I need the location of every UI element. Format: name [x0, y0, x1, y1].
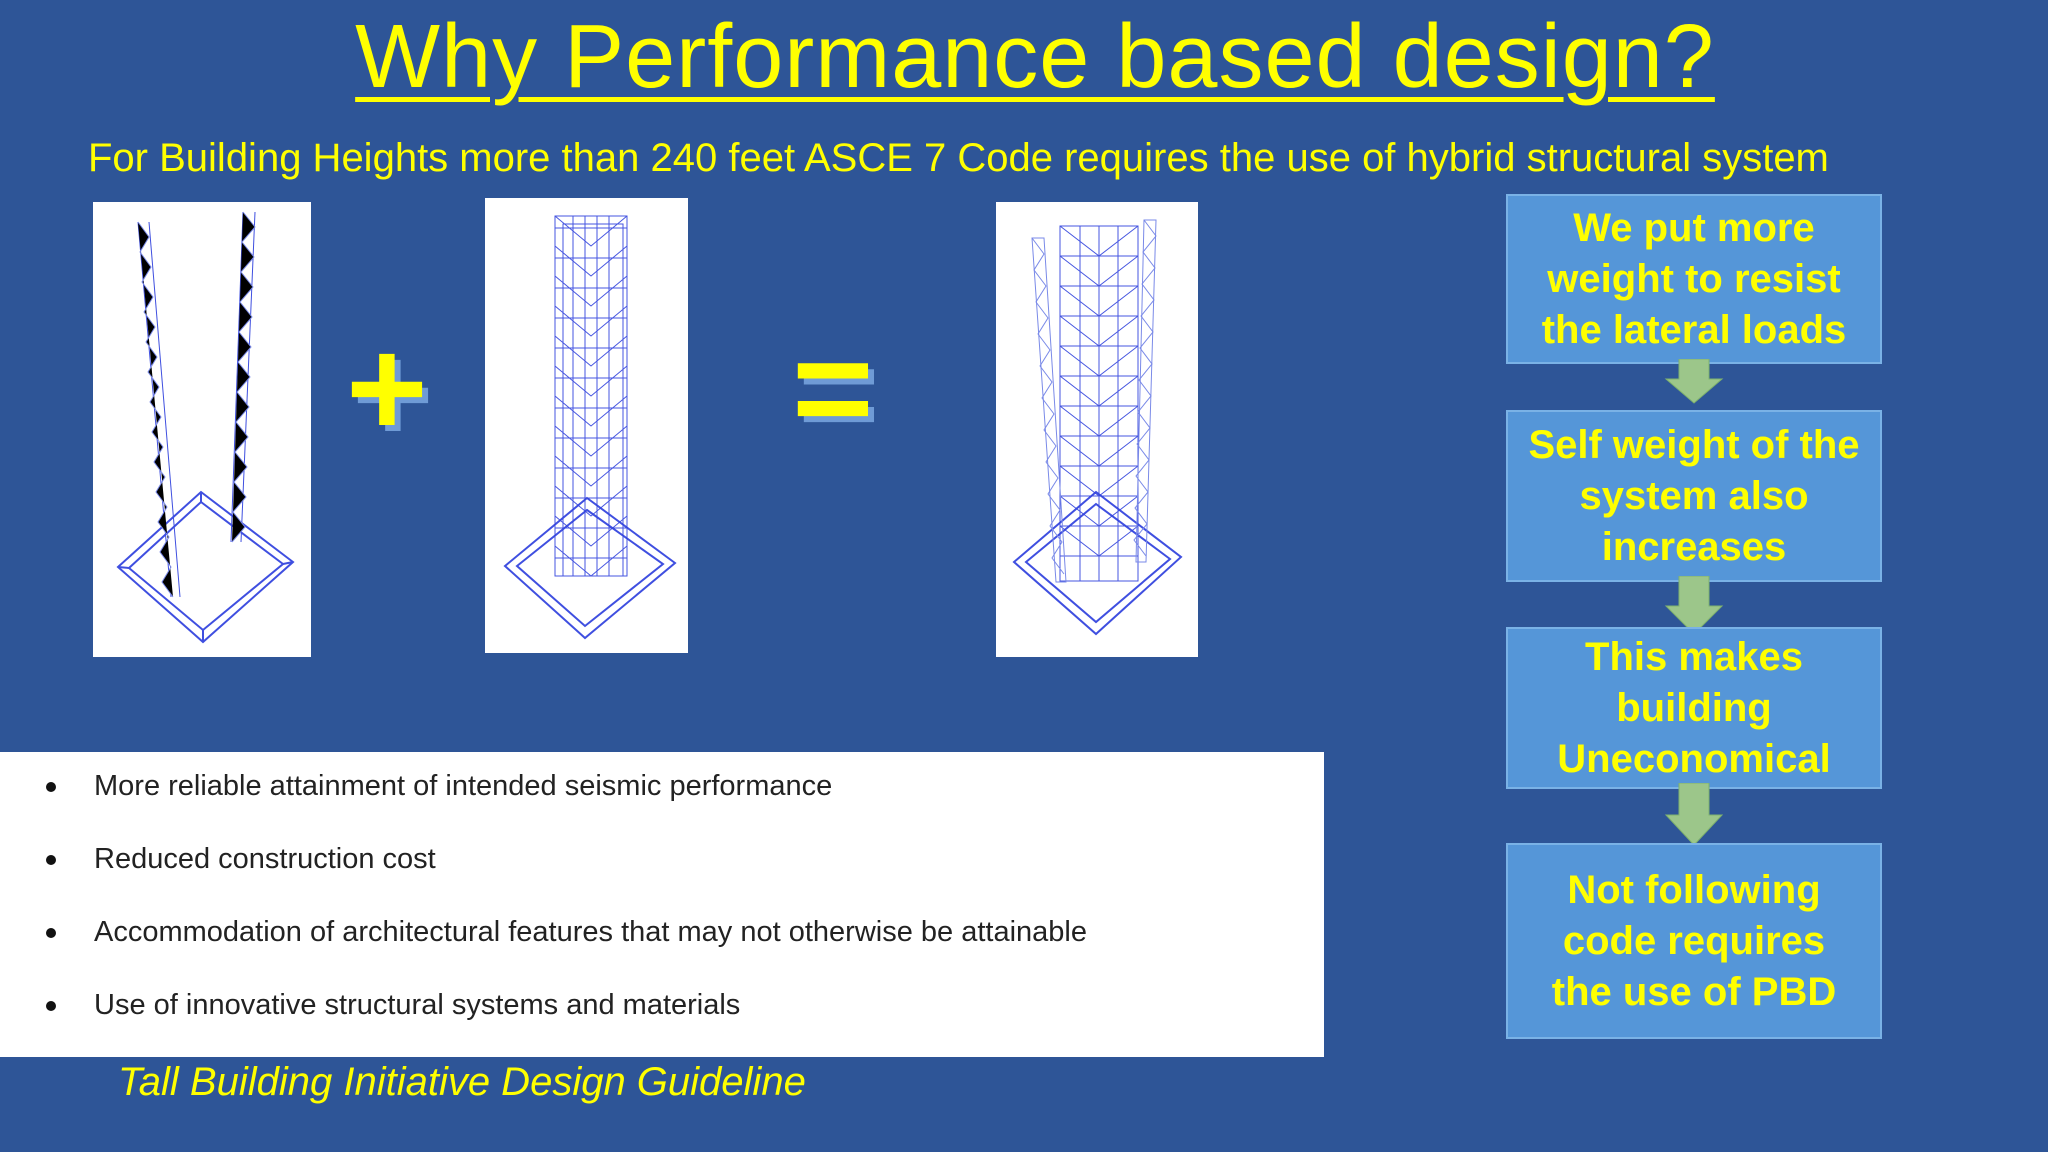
- down-arrow-icon: [1664, 359, 1724, 405]
- slide-subtitle: For Building Heights more than 240 feet ASCE 7 Code requires the use of hybrid structural system: [88, 136, 1829, 180]
- bullet-icon: [46, 928, 56, 938]
- list-item: Use of innovative structural systems and materials: [46, 989, 740, 1022]
- hybrid-system-model-image: [996, 202, 1198, 657]
- source-citation: Tall Building Initiative Design Guideline: [118, 1060, 806, 1104]
- list-item: Reduced construction cost: [46, 843, 436, 876]
- bullet-icon: [46, 855, 56, 865]
- down-arrow-icon: [1664, 783, 1724, 847]
- braced-core-model-image: [485, 198, 688, 653]
- equals-operator: =: [792, 309, 874, 466]
- flow-step-3: This makes building Uneconomical: [1506, 627, 1882, 789]
- bullet-icon: [46, 782, 56, 792]
- slide-title: Why Performance based design?: [355, 7, 1715, 107]
- flow-step-2: Self weight of the system also increases: [1506, 410, 1882, 582]
- list-item: More reliable attainment of intended seismic performance: [46, 770, 832, 803]
- benefits-list: [0, 752, 1324, 1057]
- core-walls-model-image: [93, 202, 311, 657]
- flow-step-1: We put more weight to resist the lateral loads: [1506, 194, 1882, 364]
- list-item: Accommodation of architectural features that may not otherwise be attainable: [46, 916, 1087, 949]
- bullet-icon: [46, 1001, 56, 1011]
- flow-step-4: Not following code requires the use of PBD: [1506, 843, 1882, 1039]
- plus-operator: +: [346, 309, 428, 466]
